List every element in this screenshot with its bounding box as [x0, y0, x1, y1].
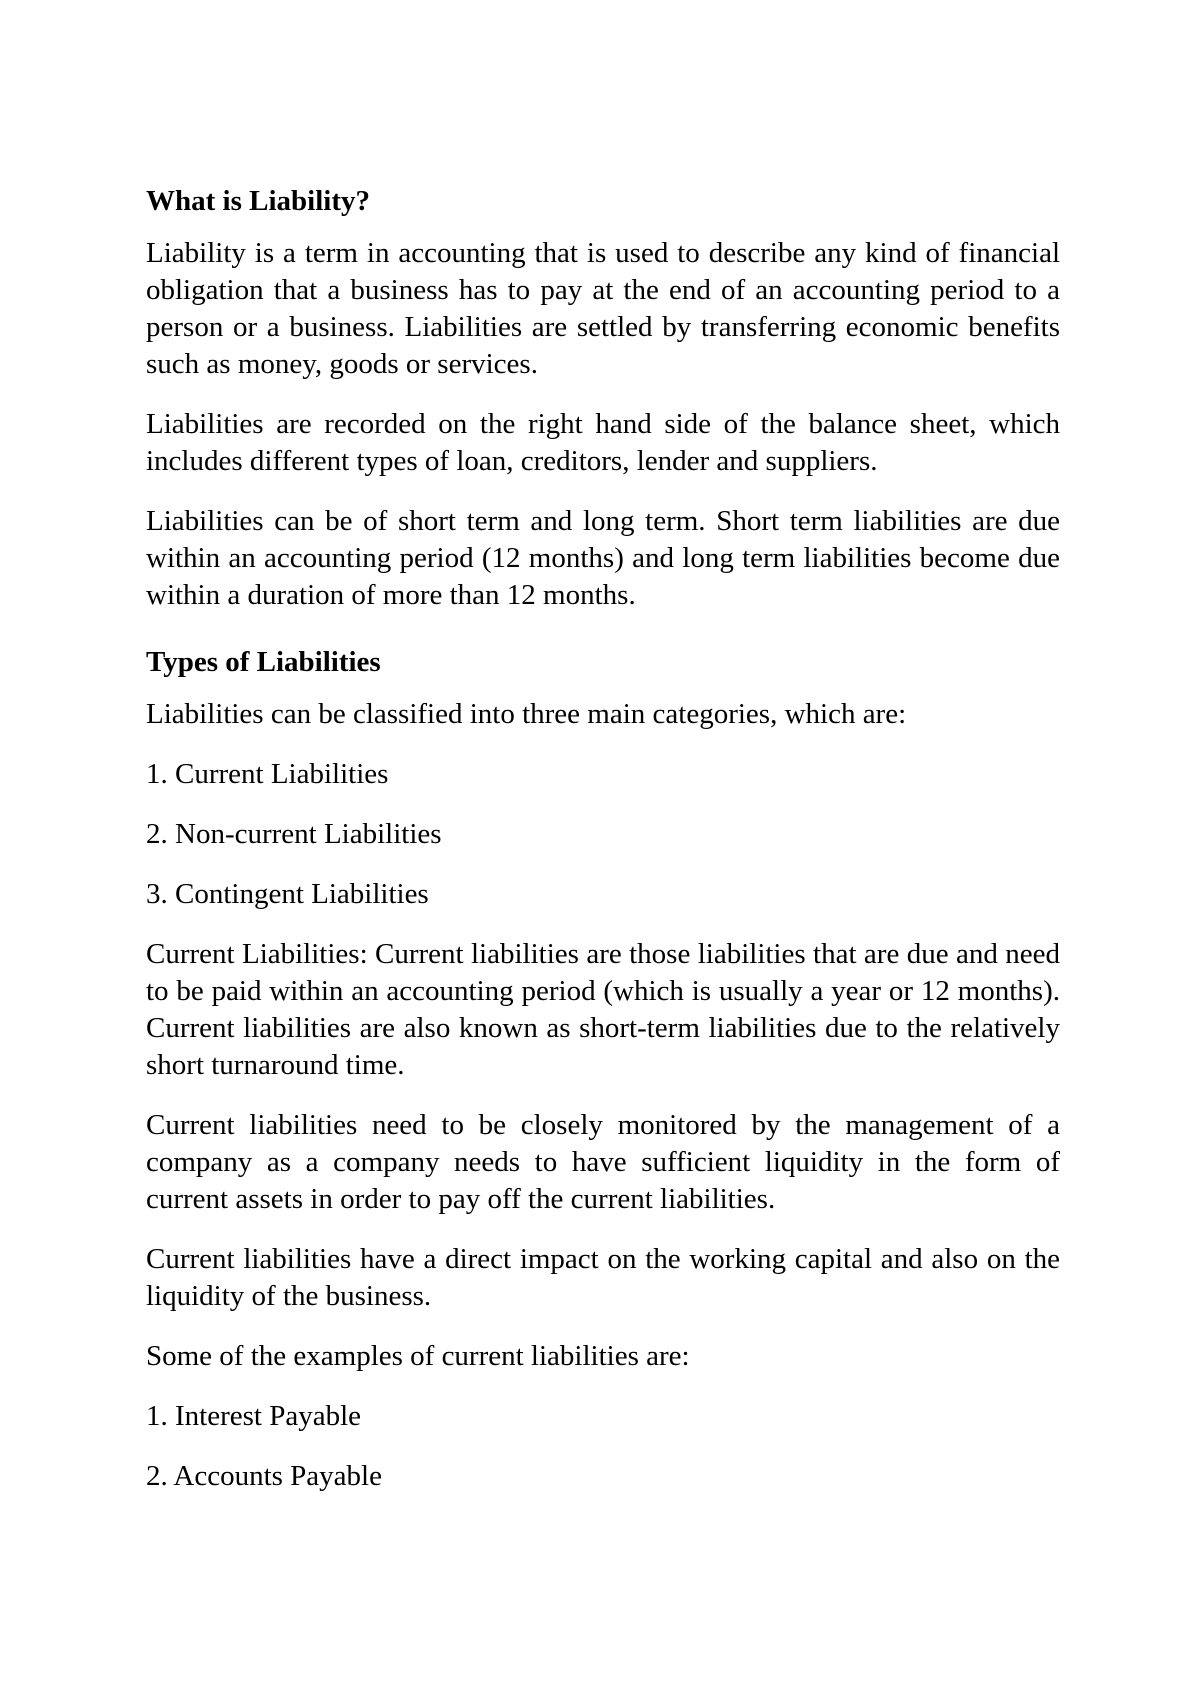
paragraph-definition: Liability is a term in accounting that is used to describe any kind of financial obligation that a business has to pay at the end of an accounting period to a person or a business. Liabilities are settled by transferring economic benefits such as money, goods or services.	[146, 237, 1060, 380]
list-item-current-liabilities: 1. Current Liabilities	[146, 758, 389, 790]
paragraph-current-liabilities-impact: Current liabilities have a direct impact on the working capital and also on the liquidity of the business.	[146, 1243, 1060, 1312]
paragraph-classification-intro: Liabilities can be classified into three main categories, which are:	[146, 698, 907, 730]
paragraph-current-liabilities-definition: Current Liabilities: Current liabilities are those liabilities that are due and need to be paid within an accounting period (which is usually a year or 12 months). Current liabilities are also known as short-term liabilities due to the relatively short turnaround time.	[146, 938, 1060, 1081]
heading-types-of-liabilities: Types of Liabilities	[146, 646, 381, 678]
paragraph-examples-intro: Some of the examples of current liabilities are:	[146, 1340, 690, 1372]
list-item-accounts-payable: 2. Accounts Payable	[146, 1460, 382, 1492]
list-item-contingent-liabilities: 3. Contingent Liabilities	[146, 878, 429, 910]
list-item-non-current-liabilities: 2. Non-current Liabilities	[146, 818, 442, 850]
list-item-interest-payable: 1. Interest Payable	[146, 1400, 362, 1432]
heading-what-is-liability: What is Liability?	[146, 185, 370, 217]
paragraph-current-liabilities-monitoring: Current liabilities need to be closely monitored by the management of a company as a company needs to have sufficient liquidity in the form of current assets in order to pay off the current liabilities.	[146, 1109, 1060, 1215]
paragraph-short-long-term: Liabilities can be of short term and long term. Short term liabilities are due within an accounting period (12 months) and long term liabilities become due within a duration of more than 12 months.	[146, 505, 1060, 611]
paragraph-balance-sheet: Liabilities are recorded on the right hand side of the balance sheet, which includes different types of loan, creditors, lender and suppliers.	[146, 408, 1060, 477]
